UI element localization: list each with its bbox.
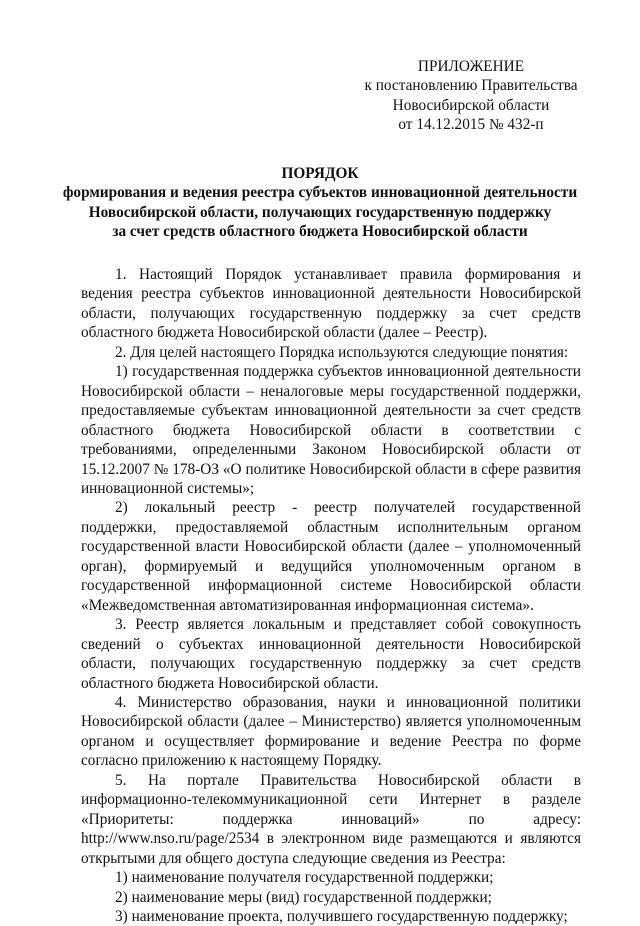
paragraph-5-item-3: 3) наименование проекта, получившего государственную поддержку; — [115, 907, 568, 925]
paragraph-3: 3. Реестр является локальным и представляет собой совокупность сведений о субъектах инновационной деятельности Новосибирской области, получающих государственную поддержку за счет средств областного бюджета Новосибирской области. — [81, 616, 581, 692]
paragraph-2: 2. Для целей настоящего Порядка используются следующие понятия: — [115, 343, 569, 361]
paragraph-2-item-1: 1) государственная поддержка субъектов инновационной деятельности Новосибирской области – неналоговые меры государственной поддержки, предоставляемые субъектам инновационной деятельности за счет средств областного бюджета Новосибирской области в соответствии с требованиями, определенными Законом Новосибирской области от 15.12.2007 № 178-ОЗ «О политике Новосибирской области в сфере развития инновационной системы»; — [81, 363, 581, 497]
title-line-1: формирования и ведения реестра субъектов инновационной деятельности — [62, 184, 578, 202]
appendix-line-2: Новосибирской области — [392, 96, 550, 114]
paragraph-4: 4. Министерство образования, науки и инновационной политики Новосибирской области (далее – Министерство) является уполномоченным органом и осуществляет формирование и ведение Реестра по форме согласно приложению к настоящему Порядку. — [81, 693, 581, 770]
paragraph-5-item-2: 2) наименование меры (вид) государственной поддержки; — [115, 888, 492, 906]
paragraph-5: 5. На портале Правительства Новосибирской области в информационно-телекоммуникационной сети Интернет в разделе «Приоритеты: поддержка инноваций» по адресу: http://www.nso.ru/page/2534 в электронном виде размещаются и являются открытыми для общего доступа следующие сведения из Реестра: — [81, 771, 581, 867]
paragraph-2-item-2: 2) локальный реестр - реестр получателей государственной поддержки, предоставляемой областным исполнительным органом государственной власти Новосибирской области (далее – уполномоченный орган), формируемый и ведущийся уполномоченным органом в государственной информационной системе Новосибирской области «Межведомственная автоматизированная информационная система». — [81, 499, 581, 614]
paragraph-5-item-1: 1) наименование получателя государственной поддержки; — [115, 869, 494, 887]
title-line-2: Новосибирской области, получающих государственную поддержку — [88, 203, 552, 221]
paragraph-1: 1. Настоящий Порядок устанавливает правила формирования и ведения реестра субъектов инновационной деятельности Новосибирской области, получающих государственную поддержку за счет средств областного бюджета Новосибирской области (далее – Реестр). — [81, 266, 581, 342]
appendix-header — [360, 57, 582, 135]
appendix-line-1: к постановлению Правительства — [364, 77, 578, 95]
title-line-3: за счет средств областного бюджета Новосибирской области — [112, 223, 528, 241]
title-heading: ПОРЯДОК — [281, 165, 359, 182]
document-body — [81, 265, 581, 926]
document-title — [60, 164, 580, 242]
appendix-label: ПРИЛОЖЕНИЕ — [417, 58, 525, 75]
appendix-date-number: от 14.12.2015 № 432-п — [398, 116, 544, 134]
